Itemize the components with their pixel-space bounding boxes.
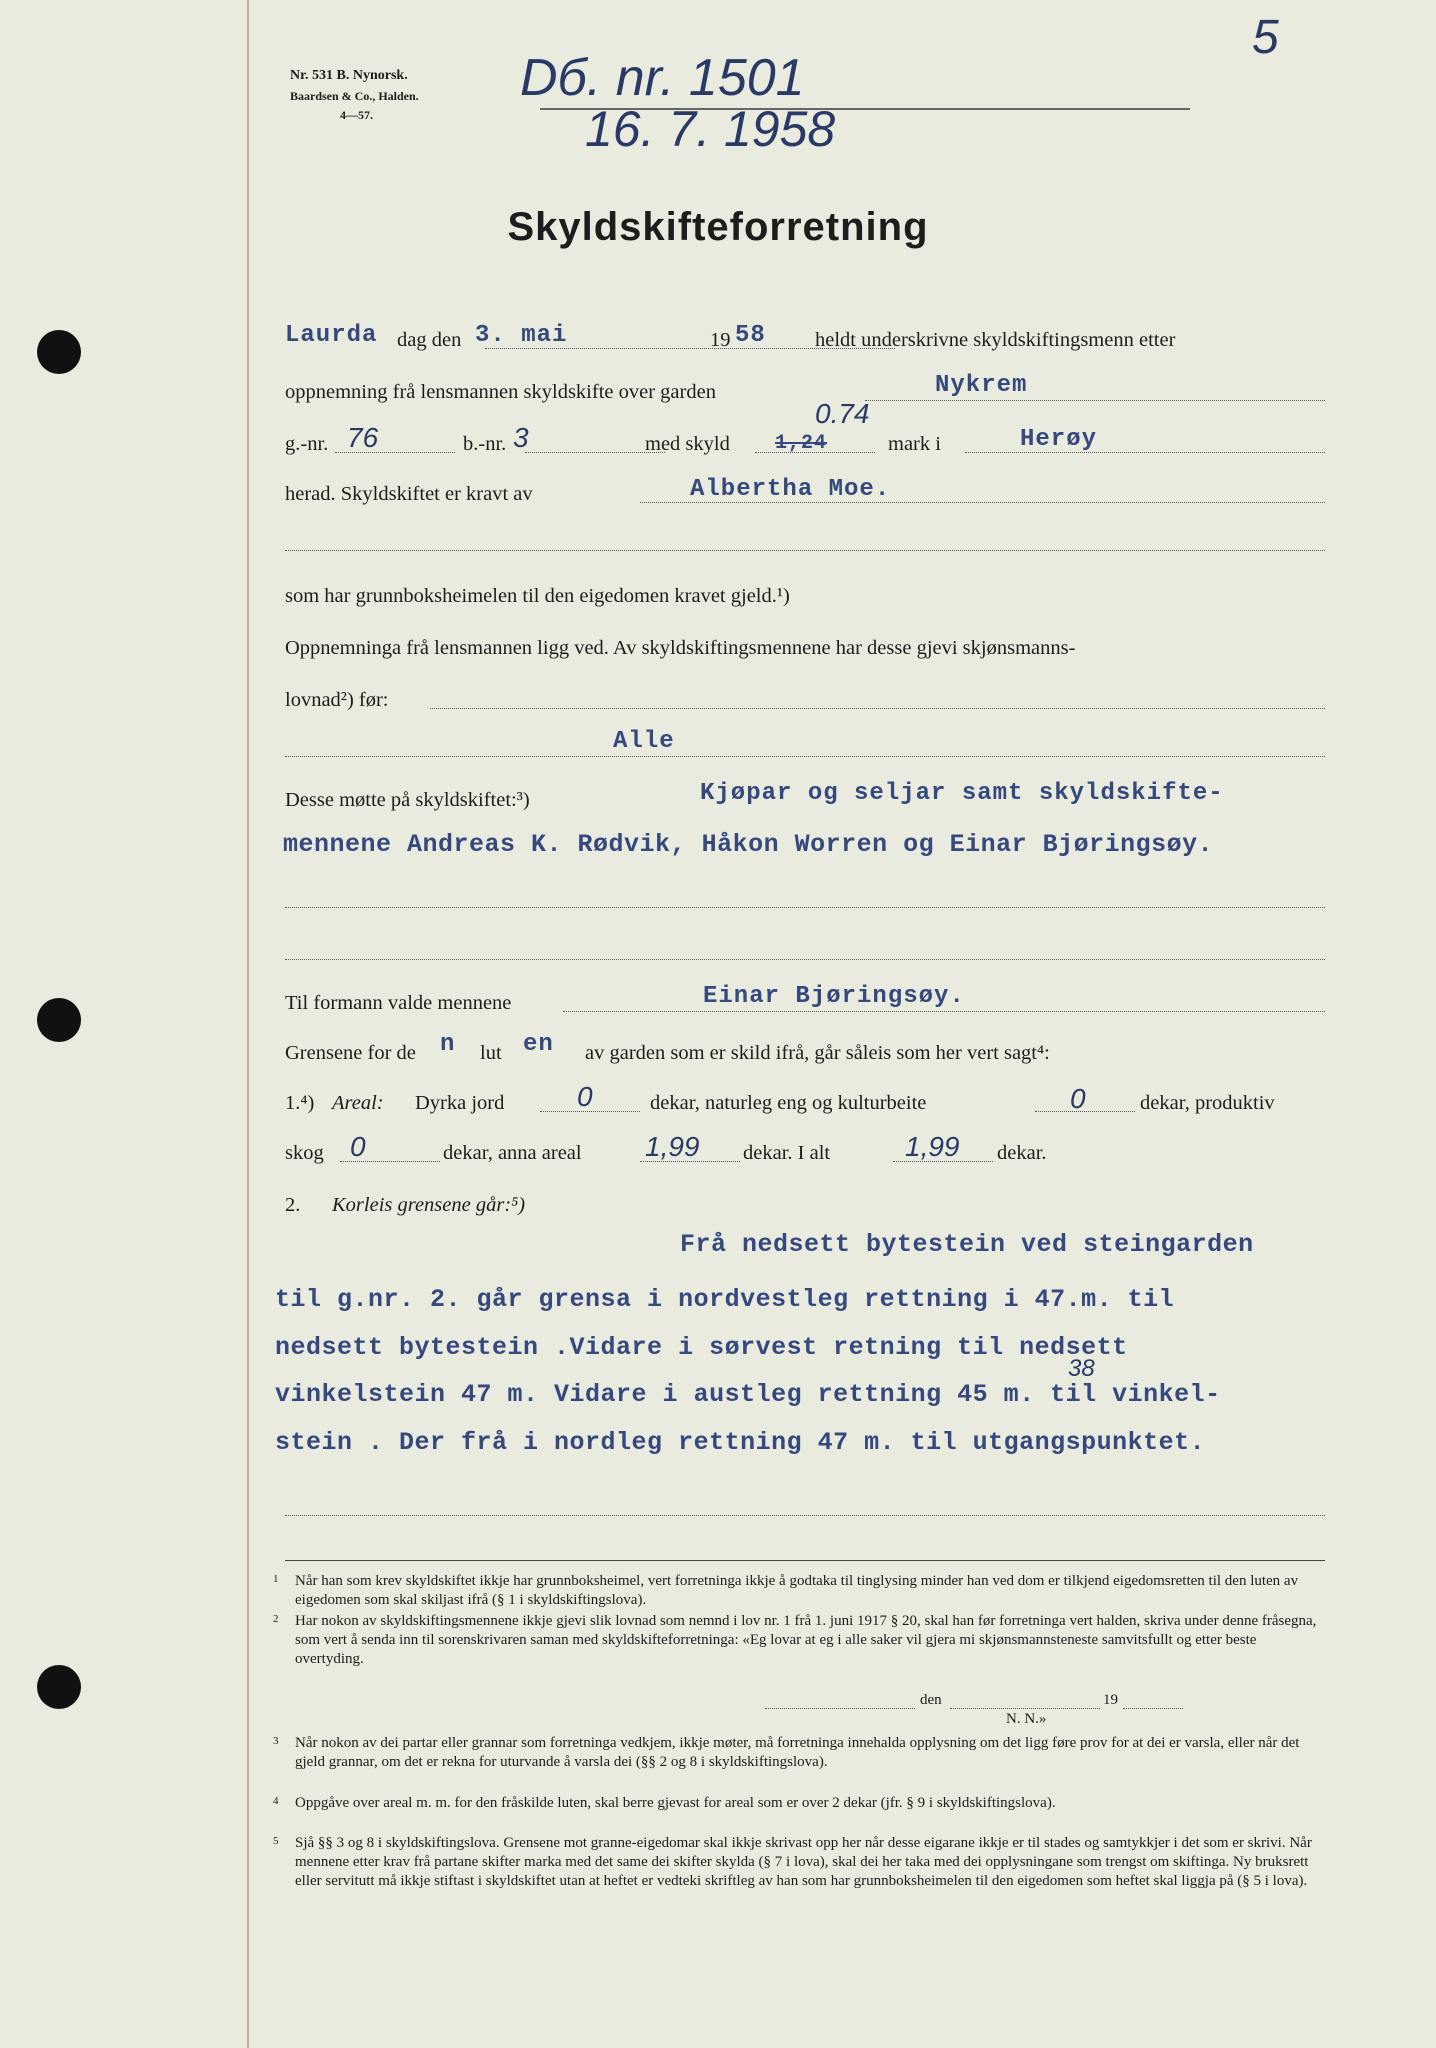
printer-name: Baardsen & Co., Halden.	[290, 89, 419, 103]
grense-correction: 38	[1068, 1355, 1095, 1382]
lovnad-value: Alle	[613, 728, 675, 755]
footnote-number: 4	[273, 1795, 279, 1807]
footnote-rule	[285, 1560, 1325, 1561]
dotted-line	[285, 907, 1325, 908]
dotted-line	[1123, 1708, 1183, 1709]
n-value-2: en	[523, 1031, 554, 1058]
oath-nn: N. N.»	[1006, 1711, 1047, 1727]
footnote-text: Oppgåve over areal m. m. for den fråskilde luten, skal berre gjevast for areal som er over 2 dekar (jfr. § 9 i skyldskiftingslova).	[295, 1795, 1056, 1811]
label-dekar-ialt: dekar. I alt	[743, 1142, 831, 1164]
mote-value-2: mennene Andreas K. Rødvik, Håkon Worren og Einar Bjøringsøy.	[283, 830, 1214, 859]
form-number: Nr. 531 B. Nynorsk.	[290, 68, 408, 83]
garden-value: Nykrem	[935, 372, 1028, 399]
label-mark-i: mark i	[888, 433, 941, 455]
natur-value: 0	[1070, 1083, 1086, 1114]
grense-line-1: Frå nedsett bytestein ved steingarden	[680, 1230, 1254, 1259]
footnote-5	[273, 1834, 1325, 1891]
footnote-4	[273, 1794, 1325, 1813]
dotted-line	[430, 708, 1325, 709]
punch-hole	[37, 998, 81, 1042]
handwritten-ref-number: Dб. nr. 1501	[520, 49, 805, 107]
footnote-number: 1	[273, 1573, 279, 1585]
line-formann	[285, 983, 1325, 1019]
formann-value: Einar Bjøringsøy.	[703, 983, 965, 1010]
label-korleis-num: 2.	[285, 1194, 301, 1216]
label-gnr: g.-nr.	[285, 433, 329, 455]
oath-signature-line	[295, 1692, 1325, 1712]
label-skog: skog	[285, 1142, 324, 1164]
label-korleis: Korleis grensene går:⁵)	[332, 1194, 526, 1216]
skyld-old-value: 1,24	[775, 432, 828, 455]
label-formann: Til formann valde mennene	[285, 992, 512, 1014]
footnote-text: Sjå §§ 3 og 8 i skyldskiftingslova. Grensene mot granne-eigedomar skal ikkje skrivast opp her når desse eigarane ikkje er til stades og samtykkjer i det som er skrivi. Når mennene etter krav frå partane skifter marka med det same dei skifter skylda (§ 7 i lova), skal dei her taka med dei opplysningane som trengst om skiftinga. Ny bruksrett eller servitutt må ikkje stiftast i skyldskiftet utan at heftet er vedteki skriftleg av han som har grunnboksheimelen til den eigedomen som heftet skal liggja på (§ 5 i lova).	[295, 1835, 1312, 1889]
dotted-line	[755, 452, 875, 453]
line-oppnemninga: Oppnemninga frå lensmannen ligg ved. Av skyldskiftingsmennene har desse gjevi skjønsmanns-	[285, 637, 1076, 659]
footnote-text: Har nokon av skyldskiftingsmennene ikkje gjevi slik lovnad som nemnd i lov nr. 1 frå 1. juni 1917 § 20, skal han før forretninga vert halden, skriva under denne fråsegna, som vert å senda inn til sorenskrivaren saman med skyldskifteforretninga: «Eg lovar at eg i alle saker vil gjera mi skjønsmannsteneste samvitsfullt og etter beste overtyding.	[295, 1613, 1317, 1667]
oath-year: 19	[1103, 1692, 1118, 1708]
grense-line-2: til g.nr. 2. går grensa i nordvestleg rettning i 47.m. til	[275, 1285, 1175, 1314]
footnote-number: 3	[273, 1735, 279, 1747]
line-gnr	[285, 398, 1325, 460]
skyld-value: 0.74	[815, 398, 870, 429]
dotted-line	[285, 959, 1325, 960]
label-grensene-rest: av garden som er skild ifrå, går såleis som her vert sagt⁴:	[585, 1042, 1050, 1064]
grense-line-4: vinkelstein 47 m. Vidare i austleg rettning 45 m. til vinkel-	[275, 1380, 1221, 1409]
footnote-3	[273, 1734, 1325, 1772]
label-year: 19	[710, 329, 731, 351]
line-lovnad-value	[285, 730, 1325, 762]
handwritten-ref-date: 16. 7. 1958	[585, 101, 836, 157]
footnote-text: Når nokon av dei partar eller grannar som forretninga vedkjem, ikkje møter, må forretninga innehalda opplysning om det ligg føre prov for at dei er varsla, eller når det gjeld grannar, om det er rekna for uturvande å varsla dei (§§ 2 og 8 i skyldskiftingslova).	[295, 1735, 1300, 1770]
dotted-line	[285, 550, 1325, 551]
bnr-value: 3	[513, 422, 529, 453]
dotted-line	[285, 756, 1325, 757]
label-dag-den: dag den	[397, 329, 462, 351]
anna-value: 1,99	[645, 1131, 700, 1162]
dotted-line	[285, 1515, 1325, 1516]
dotted-line	[865, 400, 1325, 401]
label-dekar-anna: dekar, anna areal	[443, 1142, 582, 1164]
label-heldt: heldt underskrivne skyldskiftingsmenn etter	[815, 329, 1176, 351]
dotted-line	[965, 452, 1325, 453]
line-mote	[285, 780, 1325, 816]
footnote-text: Når han som krev skyldskiftet ikkje har grunnboksheimel, vert forretninga ikkje å godtaka til tinglysing minder han ved dom er tilkjend eigedomsretten til den luten av eigedomen som skal skiljast ifrå (§ 1 i skyldskiftingslova).	[295, 1573, 1299, 1608]
line-skog	[285, 1131, 1325, 1169]
label-dekar-prod: dekar, produktiv	[1140, 1092, 1275, 1114]
footnote-2	[273, 1612, 1325, 1669]
label-lovnad: lovnad²) før:	[285, 689, 389, 711]
day-value: Laurda	[285, 322, 378, 349]
footnote-1	[273, 1572, 1325, 1610]
label-kravt-av: herad. Skyldskiftet er kravt av	[285, 483, 533, 505]
line-korleis	[285, 1189, 1325, 1221]
mote-value-1: Kjøpar og seljar samt skyldskifte-	[700, 780, 1224, 807]
grense-line-3: nedsett bytestein .Vidare i sørvest retning til nedsett	[275, 1333, 1128, 1362]
label-dyrka: Dyrka jord	[415, 1092, 505, 1114]
date-value: 3. mai	[475, 322, 568, 349]
oath-den: den	[920, 1692, 942, 1708]
label-dekar-end: dekar.	[997, 1142, 1047, 1164]
grense-line-5: stein . Der frå i nordleg rettning 47 m. til utgangspunktet.	[275, 1428, 1206, 1457]
line-lovnad	[285, 684, 1325, 716]
ialt-value: 1,99	[905, 1131, 960, 1162]
footnote-number: 2	[273, 1613, 279, 1625]
kravt-av-value: Albertha Moe.	[690, 476, 891, 503]
label-oppnemning: oppnemning frå lensmannen skyldskifte over garden	[285, 381, 716, 403]
label-areal: Areal:	[332, 1092, 384, 1114]
label-mote: Desse møtte på skyldskiftet:³)	[285, 789, 530, 811]
gnr-value: 76	[347, 422, 379, 453]
corner-mark: 5	[1252, 11, 1279, 64]
line-date	[285, 324, 1325, 356]
punch-hole	[37, 1665, 81, 1709]
label-grensene-for: Grensene for de	[285, 1042, 416, 1064]
label-areal-num: 1.⁴)	[285, 1092, 315, 1114]
label-dekar-natur: dekar, naturleg eng og kulturbeite	[650, 1092, 927, 1114]
label-bnr: b.-nr.	[463, 433, 507, 455]
line-areal	[285, 1081, 1325, 1119]
dotted-line	[525, 452, 665, 453]
label-med-skyld: med skyld	[645, 433, 730, 455]
print-date: 4—57.	[340, 108, 373, 122]
herad-value: Herøy	[1020, 426, 1098, 453]
line-grunnbok: som har grunnboksheimelen til den eigedomen kravet gjeld.¹)	[285, 585, 790, 607]
dotted-line	[765, 1708, 915, 1709]
line-grensene	[285, 1031, 1325, 1069]
year-value: 58	[735, 322, 766, 349]
punch-hole	[37, 330, 81, 374]
n-value-1: n	[440, 1031, 456, 1058]
dyrka-value: 0	[577, 1081, 593, 1112]
dotted-line	[950, 1708, 1100, 1709]
line-kravt	[285, 478, 1325, 510]
margin-rule	[247, 0, 249, 2048]
skog-value: 0	[350, 1131, 366, 1162]
footnote-number: 5	[273, 1835, 279, 1847]
label-lut: lut	[480, 1042, 502, 1064]
page-title: Skyldskifteforretning	[507, 205, 929, 249]
line-garden	[285, 372, 1325, 408]
